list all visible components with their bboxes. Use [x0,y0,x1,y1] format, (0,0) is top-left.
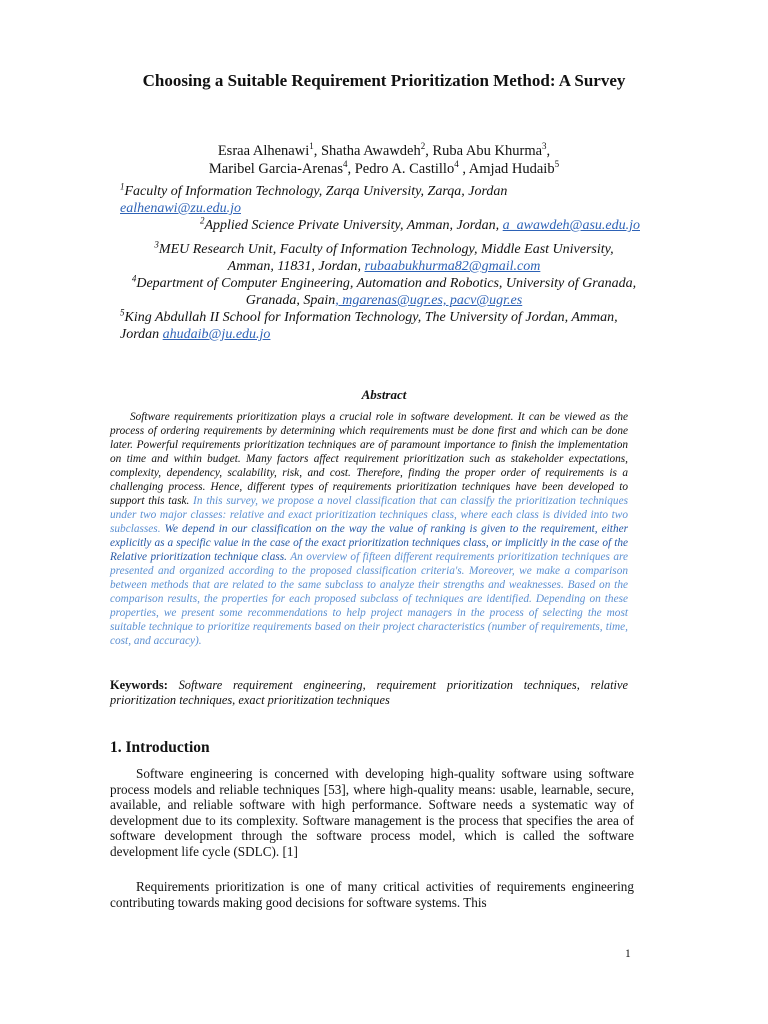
abstract-part-2: In this survey, we propose a novel classification that can classify the prioritization techniques under two major classes: relative and exact prioritization techniques class, where each class is divided into two subclasses. [110,495,628,535]
author-affiliation-mark: 3 [542,141,547,152]
keywords-label: Keywords: [110,678,168,692]
author-separator: , [425,143,433,159]
email-link[interactable]: a_awawdeh@asu.edu.jo [502,218,640,233]
affiliation-text: King Abdullah II School for Information Technology, The University of Jordan, Amman, Jordan [120,310,618,342]
author-line-1 [110,142,658,160]
affiliation-mark: 5 [120,307,125,318]
affiliation-1 [120,183,640,217]
author-list [110,142,658,178]
author-affiliation-mark: 2 [420,141,426,152]
affiliation-mark: 2 [199,215,205,226]
keywords-text: Software requirement engineering, requirement prioritization techniques, relative prioritization techniques, exact prioritization techniques [110,678,628,707]
author-affiliation-mark: 4 [454,159,459,170]
author-separator: , [458,161,469,177]
affiliation-text: Faculty of Information Technology, Zarqa University, Zarqa, Jordan [124,184,508,199]
abstract-part-3: We depend in our classification on the way the value of ranking is given to the requirement, either explicitly as a specific value in the case of the exact prioritization techniques class, or implicitly in the case of the Relative prioritization technique class. [110,523,628,563]
email-link[interactable]: rubaabukhurma82@gmail.com [364,259,541,274]
author-line-2 [110,160,658,178]
author-name: Ruba Abu Khurma [432,143,543,159]
abstract-part-4: An overview of fifteen different requirements prioritization techniques are presented and organized according to the proposed classification criteria's. Moreover, we make a comparison between methods that are related to the same subclass to analyze their strengths and weaknesses. Based on the comparison results, the properties for each proposed subclass of techniques are identified. Depending on these properties, we present some recommendations to help project managers in the process of selecting the most suitable technique to prioritize requirements based on their project characteristics (number of requirements, time, cost, and accuracy). [110,551,628,647]
affiliation-text: Department of Computer Engineering, Automation and Robotics, University of Granada, Granada, Spain [136,276,637,308]
author-name: Amjad Hudaib [468,161,555,177]
author-separator: , [313,143,321,159]
author-affiliation-mark: 5 [554,159,560,170]
author-affiliation-mark: 1 [309,141,314,152]
author-affiliation-mark: 4 [342,159,348,170]
abstract-heading: Abstract [361,387,407,402]
affiliation-text: MEU Research Unit, Faculty of Information Technology, Middle East University, Amman, 11831, Jordan, [158,242,614,274]
affiliation-mark: 4 [131,273,137,284]
author-name: Maribel Garcia-Arenas [208,161,343,177]
author-separator: , [347,161,355,177]
author-name: Shatha Awawdeh [320,143,421,159]
affiliation-5 [120,309,640,343]
affiliation-mark: 1 [120,181,125,192]
email-link[interactable]: , mgarenas@ugr.es, pacv@ugr.es [335,293,523,308]
email-link[interactable]: ahudaib@ju.edu.jo [162,327,271,342]
abstract-body [110,410,628,648]
affiliation-3 [140,241,628,275]
paper-title: Choosing a Suitable Requirement Prioritization Method: A Survey [142,71,626,90]
author-separator: , [546,143,551,159]
intro-paragraph-2: Requirements prioritization is one of many critical activities of requirements engineering contributing towards making good decisions for software systems. This [110,879,634,910]
author-name: Esraa Alhenawi [217,143,310,159]
affiliation-mark: 3 [154,239,159,250]
affiliation-4 [118,275,650,309]
affiliation-2 [120,217,640,234]
section-heading-introduction: 1. Introduction [110,739,210,756]
abstract-part-1: Software requirements prioritization plays a crucial role in software development. It can be viewed as the process of ordering requirements by determining which requirements must be done first and which can be done later. Powerful requirements prioritization techniques are of paramount importance to finish the implementation on time and within budget. Many factors affect requirement prioritization such as stakeholder expectations, complexity, dependency, scalability, risk, and cost. Therefore, finding the proper order of requirements is a challenging process. Hence, different types of requirements prioritization techniques have been developed to support this task. [110,411,628,507]
author-name: Pedro A. Castillo [354,161,455,177]
intro-paragraph-1: Software engineering is concerned with developing high-quality software using software process models and reliable techniques [53], where high-quality means: usable, learnable, secure, available, and reliable software with high performance. Software needs a systematic way of development due to its complexity. Software management is the process that specifies the area of software development through the software process model, which is called the software development life cycle (SDLC). [1] [110,766,634,859]
page-number: 1 [625,948,631,960]
affiliation-text: Applied Science Private University, Amman, Jordan, [204,218,503,233]
email-link[interactable]: ealhenawi@zu.edu.jo [120,201,241,216]
keywords [110,678,628,708]
